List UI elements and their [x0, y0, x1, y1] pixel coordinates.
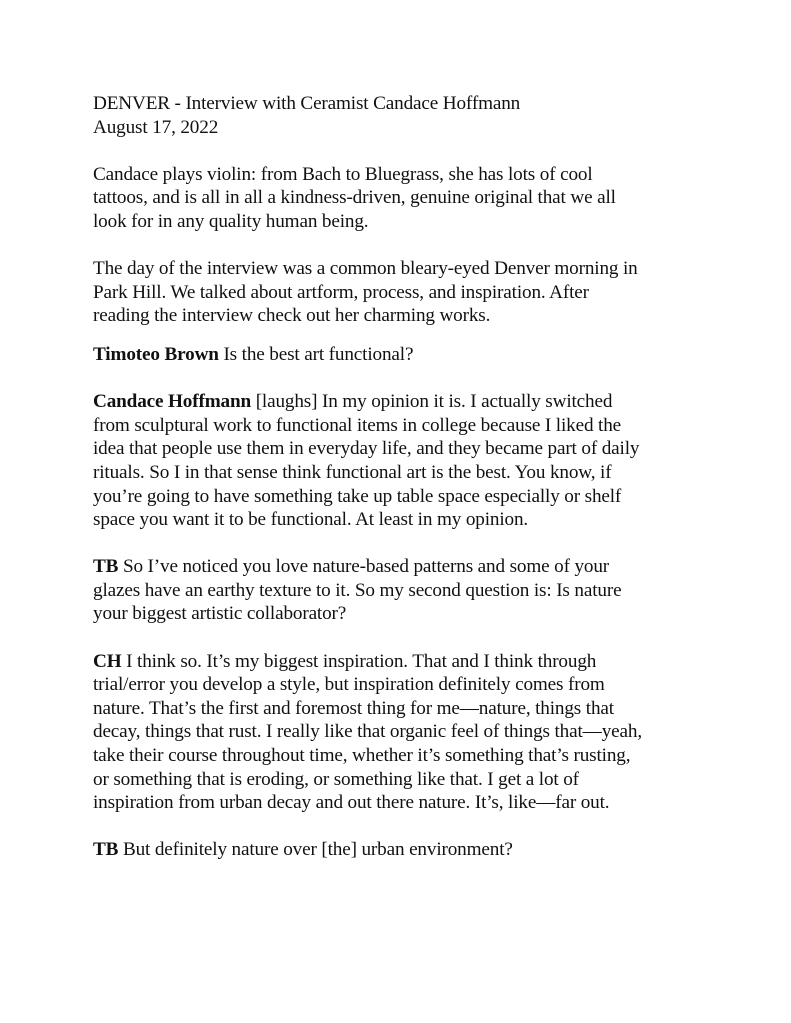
text-line: rituals. So I in that sense think functional art is the best. You know, if — [93, 461, 612, 483]
document-date: August 17, 2022 — [93, 116, 219, 138]
text-line: nature. That’s the first and foremost thing for me—nature, things that — [93, 697, 614, 719]
text-line: glazes have an earthy texture to it. So my second question is: Is nature — [93, 579, 622, 601]
qa-text: But definitely nature over [the] urban environment? — [118, 839, 513, 861]
speaker-name: Timoteo Brown — [93, 343, 219, 365]
text-line: trial/error you develop a style, but inspiration definitely comes from — [93, 674, 605, 696]
text-line — [93, 390, 713, 414]
text-line: tattoos, and is all in all a kindness-driven, genuine original that we all — [93, 187, 616, 209]
document-header — [93, 92, 713, 139]
text-line: The day of the interview was a common bleary-eyed Denver morning in — [93, 258, 638, 280]
document-page — [93, 92, 713, 862]
text-line: reading the interview check out her charming works. — [93, 305, 491, 327]
text-line — [93, 555, 713, 579]
speaker-name: CH — [93, 650, 122, 672]
text-line: idea that people use them in everyday life, and they became part of daily — [93, 438, 640, 460]
text-line: Candace plays violin: from Bach to Bluegrass, she has lots of cool — [93, 163, 593, 185]
intro-paragraph-2 — [93, 257, 713, 328]
intro-paragraph-1 — [93, 163, 713, 234]
text-line — [93, 838, 713, 862]
qa-text: So I’ve noticed you love nature-based patterns and some of your — [118, 556, 610, 578]
qa-block-1 — [93, 343, 713, 367]
text-line: decay, things that rust. I really like that organic feel of things that—yeah, — [93, 721, 642, 743]
text-line — [93, 343, 713, 367]
qa-block-5 — [93, 838, 713, 862]
text-line — [93, 650, 713, 674]
speaker-name: TB — [93, 839, 119, 861]
text-line: you’re going to have something take up table space especially or shelf — [93, 485, 622, 507]
document-title: DENVER - Interview with Ceramist Candace Hoffmann — [93, 93, 521, 114]
text-line: inspiration from urban decay and out there nature. It’s, like—far out. — [93, 792, 610, 814]
text-line: from sculptural work to functional items in college because I liked the — [93, 414, 622, 436]
qa-text: Is the best art functional? — [218, 343, 414, 365]
text-line: Park Hill. We talked about artform, process, and inspiration. After — [93, 281, 589, 303]
text-line: space you want it to be functional. At least in my opinion. — [93, 509, 529, 531]
speaker-name: TB — [93, 556, 119, 578]
text-line: your biggest artistic collaborator? — [93, 603, 347, 625]
qa-text: [laughs] In my opinion it is. I actually switched — [251, 391, 613, 413]
text-line: take their course throughout time, whether it’s something that’s rusting, — [93, 745, 631, 767]
text-line: look for in any quality human being. — [93, 210, 369, 232]
qa-block-3 — [93, 555, 713, 626]
speaker-name: Candace Hoffmann — [93, 391, 252, 413]
qa-block-2 — [93, 390, 713, 532]
qa-text: I think so. It’s my biggest inspiration. That and I think through — [121, 650, 597, 672]
text-line: or something that is eroding, or something like that. I get a lot of — [93, 768, 579, 790]
qa-block-4 — [93, 650, 713, 815]
